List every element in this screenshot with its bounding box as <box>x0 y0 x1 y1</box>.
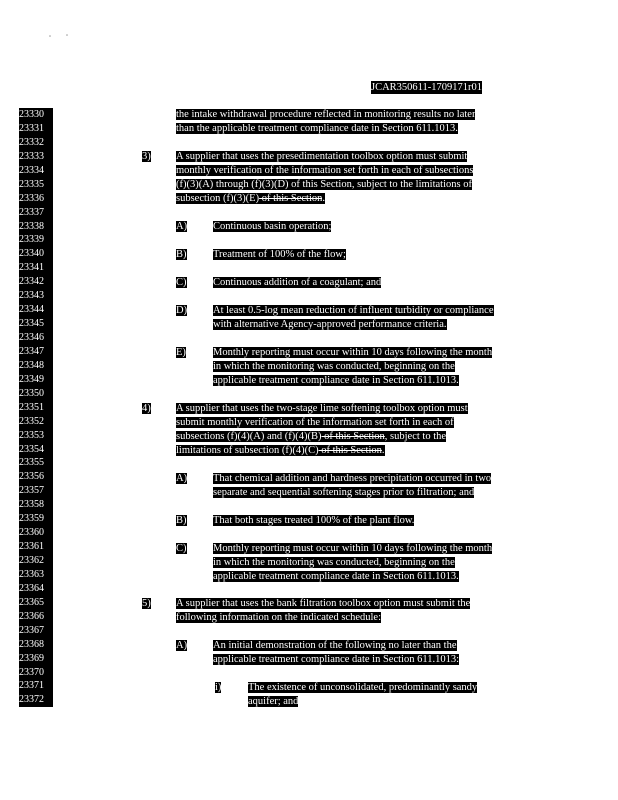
paragraph-line: limitations of subsection (f)(4)(C) of this Section. <box>176 445 385 456</box>
line-number: 23365 <box>19 596 44 608</box>
line-number: 23352 <box>19 415 44 427</box>
line-number: 23341 <box>19 262 44 274</box>
line-number: 23332 <box>19 136 44 148</box>
paragraph-line: submit monthly verification of the information set forth in each of <box>176 417 454 428</box>
line-number: 23330 <box>19 109 44 120</box>
paragraph-line: separate and sequential softening stages prior to filtration; and <box>213 487 475 498</box>
paragraph-line: aquifer; and <box>248 696 299 707</box>
paragraph-line: applicable treatment compliance date in Section 611.1013: <box>213 654 459 665</box>
line-number: 23348 <box>19 359 44 371</box>
paragraph-line: That both stages treated 100% of the plant flow. <box>213 515 415 526</box>
line-number: 23345 <box>19 318 44 330</box>
line-number: 23338 <box>19 220 44 232</box>
paragraph-line: applicable treatment compliance date in Section 611.1013. <box>213 571 459 582</box>
line-number: 23368 <box>19 638 44 650</box>
subsubitem-marker: i) <box>215 682 222 693</box>
subitem-marker: D) <box>176 305 188 316</box>
line-number: 23344 <box>19 304 44 316</box>
subitem-marker: C) <box>176 277 187 288</box>
line-number: 23334 <box>19 164 44 176</box>
line-number: 23369 <box>19 652 44 664</box>
line-number: 23364 <box>19 582 44 594</box>
paragraph-line: Treatment of 100% of the flow; <box>213 249 346 260</box>
line-number: 23340 <box>19 248 44 260</box>
line-number: 23350 <box>19 387 44 399</box>
paragraph-line: (f)(3)(A) through (f)(3)(D) of this Section, subject to the limitations of <box>176 179 472 190</box>
paragraph-line: Monthly reporting must occur within 10 days following the month <box>213 543 493 554</box>
line-number: 23370 <box>19 666 44 678</box>
paragraph-line: monthly verification of the information set forth in each of subsections <box>176 165 474 176</box>
paragraph-line: Continuous addition of a coagulant; and <box>213 277 382 288</box>
line-number: 23337 <box>19 206 44 218</box>
line-number: 23360 <box>19 527 44 539</box>
paragraph-line: Continuous basin operation; <box>213 221 332 232</box>
struck-text: of this Section <box>321 431 385 442</box>
paragraph-line: An initial demonstration of the following no later than the <box>213 640 457 651</box>
paragraph-line: subsection (f)(3)(E) of this Section. <box>176 193 326 204</box>
paragraph-line: the intake withdrawal procedure reflected in monitoring results no later <box>176 109 476 120</box>
item-marker: 4) <box>142 403 151 414</box>
subitem-marker: A) <box>176 473 188 484</box>
line-number: 23346 <box>19 332 44 343</box>
line-number: 23347 <box>19 345 44 357</box>
scan-specks <box>48 33 70 39</box>
subitem-marker: B) <box>176 249 187 260</box>
line-number: 23343 <box>19 290 44 302</box>
document-id: JCAR350611-1709171r01 <box>371 82 483 93</box>
line-number: 23361 <box>19 541 44 553</box>
line-number: 23335 <box>19 178 44 190</box>
paragraph-line: A supplier that uses the presedimentation toolbox option must submit <box>176 151 468 162</box>
line-number: 23351 <box>19 401 44 413</box>
line-numbers-column <box>19 108 53 707</box>
line-number: 23342 <box>19 276 44 288</box>
item-marker: 3) <box>142 151 151 162</box>
struck-text: of this Section <box>259 193 323 204</box>
line-number: 23371 <box>19 680 44 692</box>
line-number: 23336 <box>19 192 44 204</box>
line-number: 23367 <box>19 624 44 636</box>
line-number: 23349 <box>19 373 44 385</box>
line-number: 23353 <box>19 429 44 441</box>
paragraph-line: in which the monitoring was conducted, beginning on the <box>213 361 455 372</box>
line-number: 23339 <box>19 234 44 246</box>
subitem-marker: E) <box>176 347 186 358</box>
paragraph-line: than the applicable treatment compliance date in Section 611.1013. <box>176 123 458 134</box>
item-marker: 5) <box>142 598 151 609</box>
subitem-marker: A) <box>176 221 188 232</box>
line-number: 23362 <box>19 555 44 566</box>
paragraph-line: in which the monitoring was conducted, beginning on the <box>213 557 455 568</box>
line-number: 23366 <box>19 610 44 622</box>
paragraph-line: Monthly reporting must occur within 10 days following the month <box>213 347 493 358</box>
line-number: 23372 <box>19 694 44 706</box>
line-number: 23333 <box>19 150 44 162</box>
line-number: 23358 <box>19 499 44 511</box>
line-number: 23355 <box>19 457 44 469</box>
struck-text: of this Section <box>318 445 382 456</box>
line-number: 23359 <box>19 513 44 525</box>
line-number: 23354 <box>19 443 44 455</box>
paragraph-line: A supplier that uses the two-stage lime softening toolbox option must <box>176 403 468 414</box>
line-number: 23357 <box>19 485 44 497</box>
subitem-marker: B) <box>176 515 187 526</box>
line-number: 23331 <box>19 122 44 134</box>
line-number: 23363 <box>19 568 44 580</box>
paragraph-line: following information on the indicated schedule: <box>176 612 381 623</box>
paragraph-line: The existence of unconsolidated, predominantly sandy <box>248 682 478 693</box>
paragraph-line: That chemical addition and hardness precipitation occurred in two <box>213 473 492 484</box>
paragraph-line: subsections (f)(4)(A) and (f)(4)(B) of this Section, subject to the <box>176 431 447 442</box>
line-number: 23356 <box>19 471 44 483</box>
paragraph-line: At least 0.5-log mean reduction of influent turbidity or compliance <box>213 305 494 316</box>
paragraph-line: A supplier that uses the bank filtration toolbox option must submit the <box>176 598 471 609</box>
paragraph-line: applicable treatment compliance date in Section 611.1013. <box>213 375 459 386</box>
paragraph-line: with alternative Agency-approved performance criteria. <box>213 319 447 330</box>
subitem-marker: C) <box>176 543 187 554</box>
subitem-marker: A) <box>176 640 188 651</box>
